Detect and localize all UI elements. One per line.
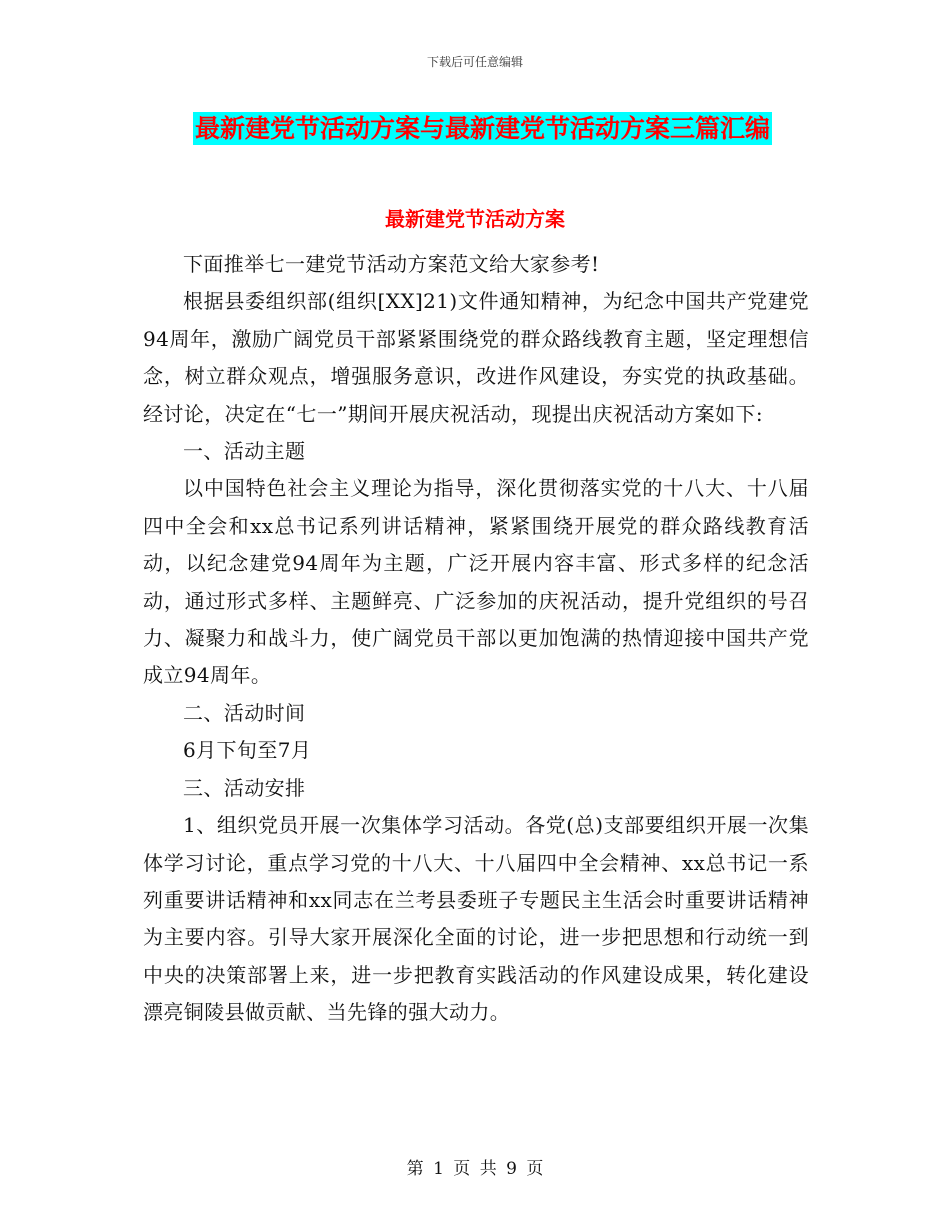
heading-activity-time: 二、活动时间 <box>183 700 306 725</box>
document-main-title: 最新建党节活动方案与最新建党节活动方案三篇汇编 <box>195 114 771 143</box>
document-body <box>143 246 809 1032</box>
paragraph-activity-theme: 以中国特色社会主义理论为指导，深化贯彻落实党的十八大、十八届四中全会和xx总书记系列讲话精神，紧紧围绕开展党的群众路线教育活动，以纪念建党94周年为主题，广泛开展内容丰富、形式多样的纪念活动，通过形式多样、主题鲜亮、广泛参加的庆祝活动，提升党组织的号召力、凝聚力和战斗力，使广阔党员干部以更加饱满的热情迎接中国共产党成立94周年。 <box>143 476 809 688</box>
paragraph-background: 根据县委组织部(组织[XX]21)文件通知精神，为纪念中国共产党建党94周年，激励广阔党员干部紧紧围绕党的群众路线教育主题，坚定理想信念，树立群众观点，增强服务意识，改进作风建设，夯实党的执政基础。经讨论，决定在“七一”期间开展庆祝活动，现提出庆祝活动方案如下: <box>143 289 809 426</box>
heading-activity-arrangement: 三、活动安排 <box>183 775 306 800</box>
section-title: 最新建党节活动方案 <box>385 207 565 231</box>
page-footer-number: 第 1 页 共 9 页 <box>406 1159 544 1179</box>
heading-activity-theme: 一、活动主题 <box>183 439 306 464</box>
page-header-note: 下载后可任意编辑 <box>426 55 523 69</box>
paragraph-activity-time: 6月下旬至7月 <box>183 738 312 763</box>
paragraph-intro: 下面推举七一建党节活动方案范文给大家参考! <box>183 252 600 276</box>
paragraph-arrangement-item-1: 1、组织党员开展一次集体学习活动。各党(总)支部要组织开展一次集体学习讨论，重点学习党的十八大、十八届四中全会精神、xx总书记一系列重要讲话精神和xx同志在兰考县委班子专题民主生活会时重要讲话精神为主要内容。引导大家开展深化全面的讨论，进一步把思想和行动统一到中央的决策部署上来，进一步把教育实践活动的作风建设成果，转化建设漂亮铜陵县做贡献、当先锋的强大动力。 <box>143 813 809 1025</box>
